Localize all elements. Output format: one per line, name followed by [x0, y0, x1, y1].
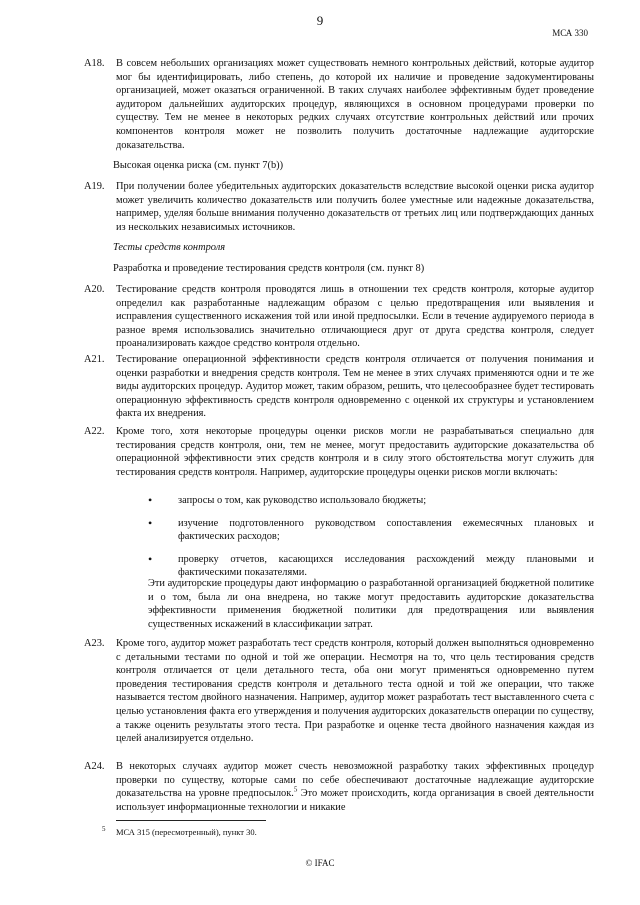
paragraph-number: A21.	[84, 354, 105, 365]
paragraph-a19	[84, 180, 594, 234]
page-number: 9	[316, 13, 324, 28]
paragraph-number: A22.	[84, 426, 105, 437]
paragraph-a23	[84, 637, 594, 746]
paragraph-number: A24.	[84, 761, 105, 772]
paragraph-number: A23.	[84, 638, 105, 649]
heading-high-risk: Высокая оценка риска (см. пункт 7(b))	[113, 160, 284, 171]
footnote	[102, 825, 257, 840]
list-item-text: запросы о том, как руководство использовало бюджеты;	[178, 495, 427, 506]
bullet-icon: •	[148, 551, 153, 566]
paragraph-text-part: В некоторых случаях аудитор может счесть невозможной разработку таких эффективных процедур проверки по существу, которые сами по себе обеспечивают достаточные надлежащие аудиторские доказательства на уровне предпосылок.	[116, 761, 594, 800]
footnote-text: МСА 315 (пересмотренный), пункт 30.	[116, 827, 257, 837]
paragraph-text: Тестирование операционной эффективности средств контроля отличается от получения понимания и оценки разработки и внедрения средств контроля. Тем не менее в этих случаях применяются одни и те же виды аудиторских процедур. Аудитор может, таким образом, решить, что целесообразнее будет тестировать операционную эффективность средств контроля одновременно с оценкой их структуры и установлением факта их внедрения.	[116, 354, 594, 420]
list-item	[148, 494, 594, 508]
paragraph-number: A20.	[84, 284, 105, 295]
paragraph-text: Кроме того, аудитор может разработать тест средств контроля, который должен выполняться одновременно с детальными тестами по одной и той же операции. Несмотря на то, что цель тестирования средств контроля отличается от цели детального теста, оба они могут применяться одновременно путем проведения тестирования средств контроля и детального теста одной и той же операции, что также называется тестом двойного назначения. Например, аудитор может разработать тест выставленного счета с целью установления факта его утверждения и получения аудиторских доказательств операции по существу, а также оценить результаты этого теста. При разработке и оценке теста двойного назначения каждая из целей анализируется отдельно.	[116, 638, 594, 745]
paragraph-a22-continuation: Эти аудиторские процедуры дают информацию о разработанной организацией бюджетной политике и о том, была ли она внедрена, но также могут предоставить аудиторские доказательства эффективности применения бюджетной политики для предотвращения или выявления существенных искажений в классификации затрат.	[148, 578, 594, 630]
paragraph-text: При получении более убедительных аудиторских доказательств вследствие высокой оценки риска аудитор может увеличить количество доказательств или получить более уместные или надежные доказательства, например, уделяя больше внимания полученно доказательств от третьих лиц или подтверждающих данных из нескольких независимых источников.	[116, 181, 594, 233]
paragraph-text: В совсем небольших организациях может существовать немного контрольных действий, которые аудитор мог бы идентифицировать, либо степень, до которой их наличие и проведение задокументированы организацией, может оказаться ограниченной. В таких случаях наиболее эффективным будет проведение аудитором дальнейших аудиторских процедур, являющихся в основном процедурами проверки по существу. Тем не менее в некоторых редких случаях отсутствие контрольных действий или прочих компонентов контроля может не позволить получить достаточные надлежащие аудиторские доказательства.	[116, 58, 594, 151]
bullet-icon: •	[148, 515, 153, 530]
footnote-reference: 5	[293, 785, 298, 794]
paragraph-text	[116, 760, 594, 814]
heading-tests-of-controls: Тесты средств контроля	[113, 242, 226, 253]
footnote-mark: 5	[102, 825, 106, 833]
paragraph-a22	[84, 425, 594, 479]
paragraph-text-part: Это может происходить, когда организация в своей деятельности использует информационные технологии и никакие	[116, 788, 594, 813]
paragraph-text: Тестирование средств контроля проводятся лишь в отношении тех средств контроля, которые аудитор определил как разработанные надлежащим образом с целью предотвращения или выявления и исправления существенного искажения той или иной предпосылки. Если в течение аудируемого периода в разное время использовались значительно отличающиеся друг от друга средства контроля, следует проанализировать каждое средство контроля отдельно.	[116, 284, 594, 350]
paragraph-a20	[84, 283, 594, 351]
standard-code: МСА 330	[552, 28, 588, 38]
heading-design-and-performance: Разработка и проведение тестирования средств контроля (см. пункт 8)	[113, 263, 425, 274]
paragraph-number: A19.	[84, 181, 105, 192]
paragraph-text: Кроме того, хотя некоторые процедуры оценки рисков могли не разрабатываться специально для тестирования средств контроля, они, тем не менее, могут предоставить аудиторские доказательства об операционной эффективности этих средств контроля и в силу этого обстоятельства могут служить для тестирования средств контроля. Например, аудиторские процедуры оценки рисков могли включать:	[116, 426, 594, 478]
paragraph-a24	[84, 760, 594, 814]
bullet-list	[148, 494, 594, 589]
list-item	[148, 517, 594, 544]
list-item-text: проверку отчетов, касающихся исследования расхождений между плановыми и фактическими показателями.	[178, 553, 594, 579]
list-item-text: изучение подготовленного руководством сопоставления ежемесячных плановых и фактических расходов;	[178, 517, 594, 543]
paragraph-a21	[84, 353, 594, 421]
paragraph-number: A18.	[84, 58, 105, 69]
list-item	[148, 553, 594, 580]
footer-copyright: © IFAC	[305, 858, 335, 868]
bullet-icon: •	[148, 493, 153, 507]
paragraph-a18	[84, 57, 594, 152]
footnote-divider	[116, 820, 266, 821]
